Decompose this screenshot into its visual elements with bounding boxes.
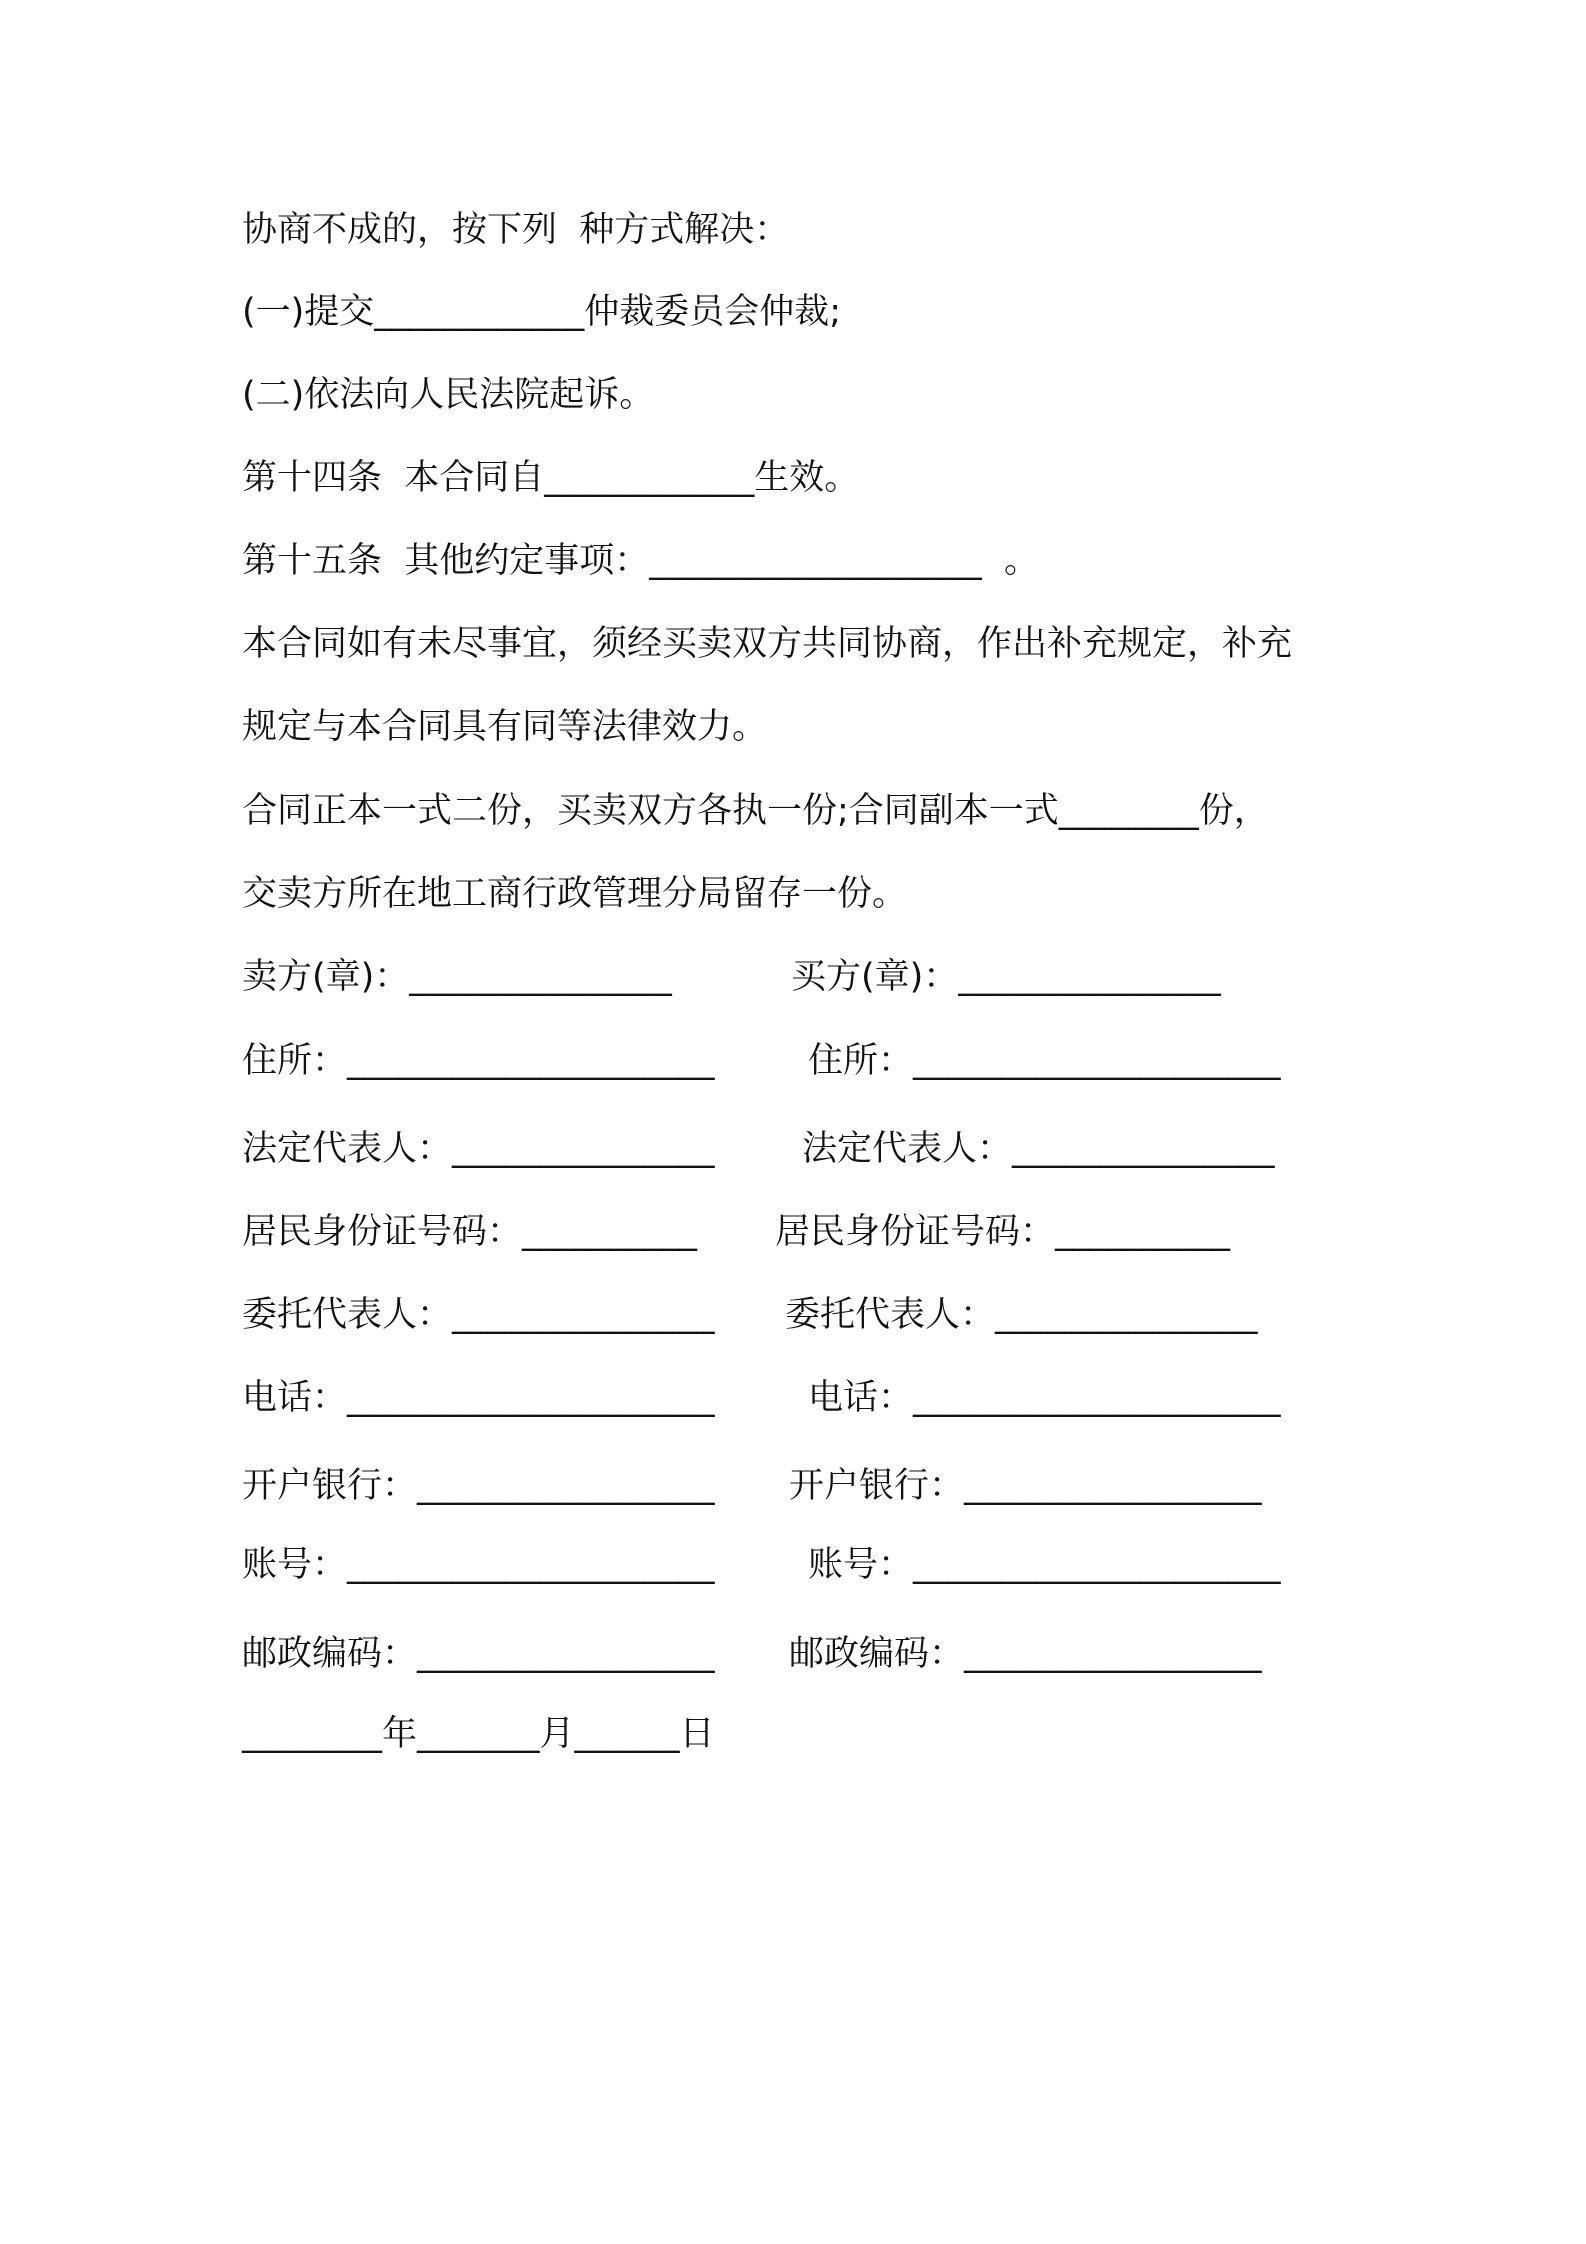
buyer-account-field: 账号：_____________________	[808, 1545, 1281, 1585]
paragraph-lawsuit: (二)依法向人民法院起诉。	[242, 375, 655, 415]
seller-address-field: 住所：_____________________	[242, 1041, 715, 1081]
buyer-seal-field: 买方(章)：_______________	[791, 957, 1221, 997]
seller-phone-field: 电话：_____________________	[242, 1378, 715, 1418]
seller-account-field: 账号：_____________________	[242, 1545, 715, 1585]
paragraph-arbitration: (一)提交____________仲裁委员会仲裁;	[242, 292, 842, 332]
seller-bank-field: 开户银行：_________________	[242, 1466, 715, 1506]
seller-legal-rep-field: 法定代表人：_______________	[242, 1129, 715, 1169]
buyer-legal-rep-field: 法定代表人：_______________	[802, 1129, 1275, 1169]
buyer-address-field: 住所：_____________________	[808, 1041, 1281, 1081]
paragraph-article-14: 第十四条 本合同自____________生效。	[242, 458, 860, 498]
date-line: ________年_______月______日	[242, 1714, 715, 1754]
paragraph-supplement-2: 规定与本合同具有同等法律效力。	[242, 707, 768, 747]
seller-seal-field: 卖方(章)：_______________	[242, 957, 672, 997]
paragraph-supplement-1: 本合同如有未尽事宜，须经买卖双方共同协商，作出补充规定，补充	[242, 624, 1293, 664]
buyer-id-number-field: 居民身份证号码：__________	[775, 1212, 1231, 1252]
seller-id-number-field: 居民身份证号码：__________	[242, 1212, 698, 1252]
buyer-agent-field: 委托代表人：_______________	[785, 1295, 1258, 1335]
buyer-postcode-field: 邮政编码：_________________	[789, 1634, 1262, 1674]
paragraph-article-15: 第十五条 其他约定事项：___________________ 。	[242, 541, 1040, 581]
buyer-bank-field: 开户银行：_________________	[789, 1466, 1262, 1506]
seller-agent-field: 委托代表人：_______________	[242, 1295, 715, 1335]
paragraph-copies-1: 合同正本一式二份，买卖双方各执一份;合同副本一式________份，	[242, 791, 1269, 831]
paragraph-dispute-resolution: 协商不成的，按下列 种方式解决：	[242, 210, 790, 250]
buyer-phone-field: 电话：_____________________	[808, 1378, 1281, 1418]
seller-postcode-field: 邮政编码：_________________	[242, 1634, 715, 1674]
paragraph-copies-2: 交卖方所在地工商行政管理分局留存一份。	[242, 874, 908, 914]
